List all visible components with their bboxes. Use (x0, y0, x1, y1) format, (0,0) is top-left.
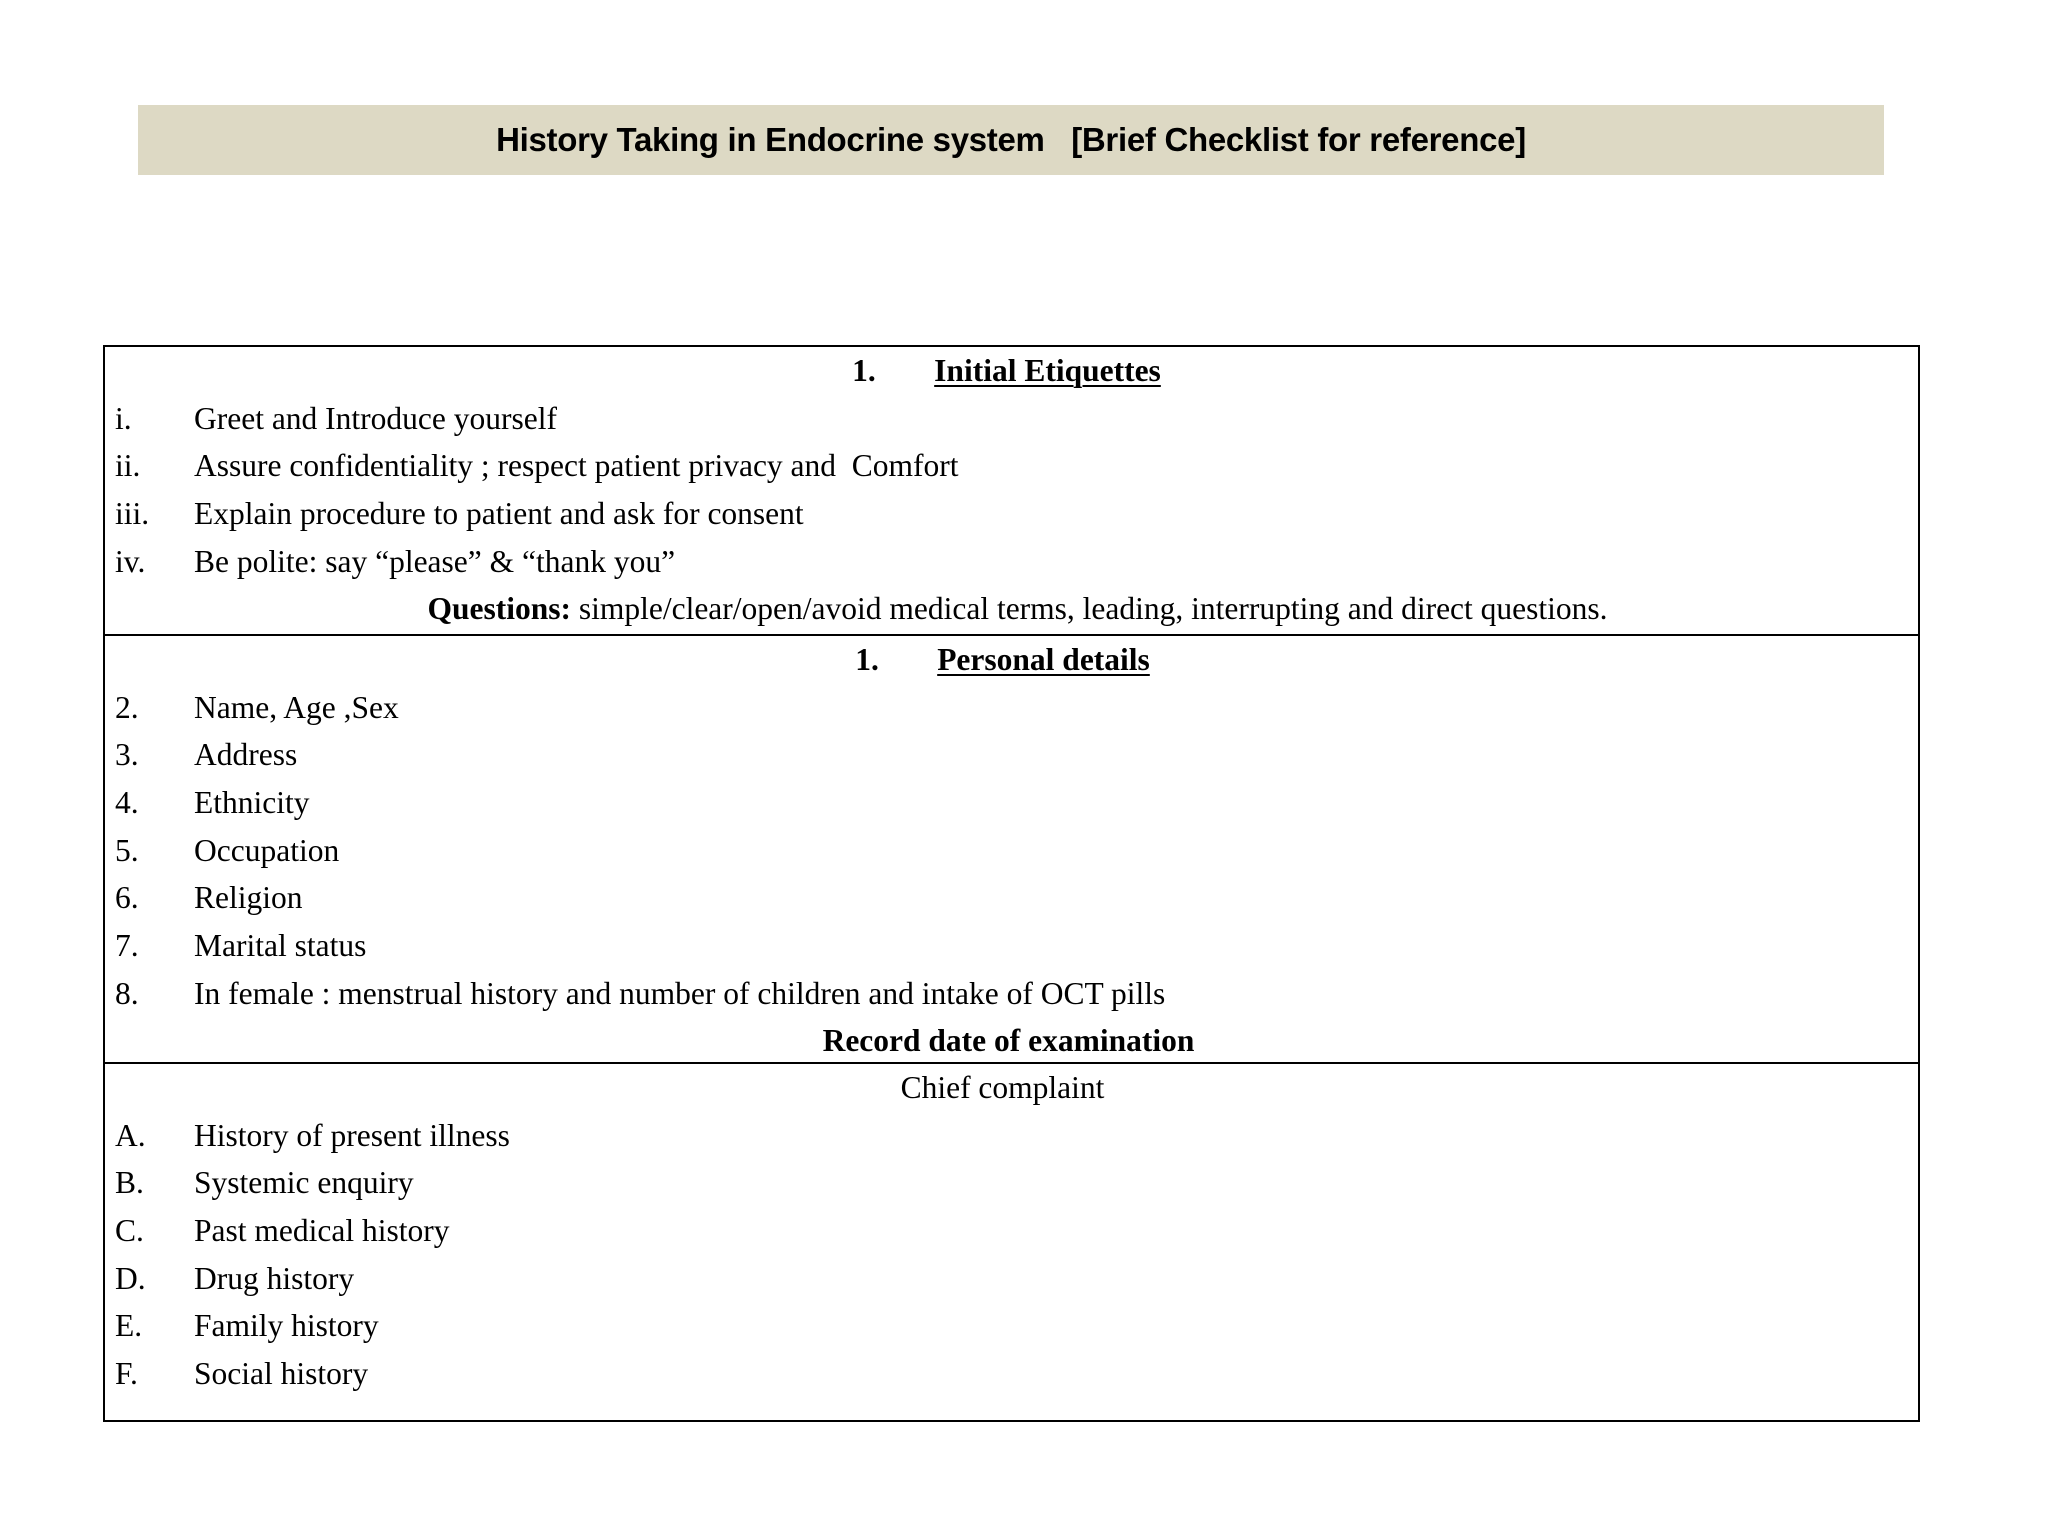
list-item-text: Social history (194, 1355, 369, 1391)
list-marker: E. (115, 1308, 143, 1344)
section-initial-etiquettes (105, 347, 1918, 634)
list-item (115, 1112, 1908, 1160)
list-item (115, 1255, 1908, 1303)
list-marker: C. (115, 1212, 144, 1248)
list-marker: D. (115, 1260, 146, 1296)
list-item (115, 442, 1908, 490)
list-item (115, 970, 1908, 1018)
section-heading-number: 1. (855, 641, 879, 677)
list-item-text: Greet and Introduce yourself (194, 400, 557, 436)
section-personal-details (105, 634, 1918, 1062)
list-item-text: Name, Age ,Sex (194, 689, 399, 725)
record-date-text: Record date of examination (822, 1023, 1195, 1059)
list-item (115, 874, 1908, 922)
list-item (115, 684, 1908, 732)
section-heading-title: Personal details (937, 641, 1150, 677)
list-marker: F. (115, 1355, 138, 1391)
page-title: History Taking in Endocrine system [Brief Checklist for reference] (496, 121, 1526, 158)
list-item-text: Assure confidentiality ; respect patient privacy and Comfort (194, 448, 959, 484)
section-heading-title: Initial Etiquettes (934, 352, 1161, 388)
list-item (115, 1350, 1908, 1398)
list-item-text: Systemic enquiry (194, 1165, 414, 1201)
checklist-table (103, 345, 1920, 1422)
list-marker: 2. (115, 689, 139, 725)
list-item-text: Address (194, 737, 298, 773)
list-item (115, 827, 1908, 875)
section-heading-title: Chief complaint (900, 1069, 1105, 1105)
section-heading (97, 1064, 1908, 1112)
list-item (115, 1159, 1908, 1207)
list-item-text: Be polite: say “please” & “thank you” (194, 543, 676, 579)
list-marker: 5. (115, 832, 139, 868)
list-item-text: Past medical history (194, 1212, 450, 1248)
list-item (115, 1207, 1908, 1255)
list-item-text: Explain procedure to patient and ask for consent (194, 495, 804, 531)
list-item (115, 731, 1908, 779)
section-heading (97, 636, 1908, 684)
list-marker: 7. (115, 927, 139, 963)
list-item-text: Religion (194, 880, 303, 916)
list-marker: iv. (115, 543, 146, 579)
list-marker: iii. (115, 495, 150, 531)
list-marker: i. (115, 400, 132, 436)
list-marker: 6. (115, 880, 139, 916)
list-item-text: In female : menstrual history and number of children and intake of OCT pills (194, 975, 1166, 1011)
section-heading-number: 1. (852, 352, 876, 388)
questions-note (127, 585, 1908, 633)
list-item-text: Marital status (194, 927, 367, 963)
list-marker: 8. (115, 975, 139, 1011)
list-marker: A. (115, 1117, 146, 1153)
list-item-text: Family history (194, 1308, 379, 1344)
list-item (115, 779, 1908, 827)
list-marker: 3. (115, 737, 139, 773)
list-marker: ii. (115, 448, 141, 484)
section-chief-complaint (105, 1062, 1918, 1420)
list-marker: B. (115, 1165, 144, 1201)
questions-text: simple/clear/open/avoid medical terms, leading, interrupting and direct questions. (570, 591, 1608, 627)
list-item (115, 490, 1908, 538)
list-marker: 4. (115, 784, 139, 820)
questions-label: Questions: (427, 591, 571, 627)
list-item (115, 1302, 1908, 1350)
list-item-text: History of present illness (194, 1117, 510, 1153)
list-item (115, 395, 1908, 443)
record-date-note (109, 1018, 1908, 1066)
list-item (115, 538, 1908, 586)
list-item-text: Drug history (194, 1260, 355, 1296)
title-banner (138, 105, 1884, 175)
list-item-text: Occupation (194, 832, 340, 868)
list-item (115, 922, 1908, 970)
list-item-text: Ethnicity (194, 784, 310, 820)
section-heading (105, 347, 1908, 395)
